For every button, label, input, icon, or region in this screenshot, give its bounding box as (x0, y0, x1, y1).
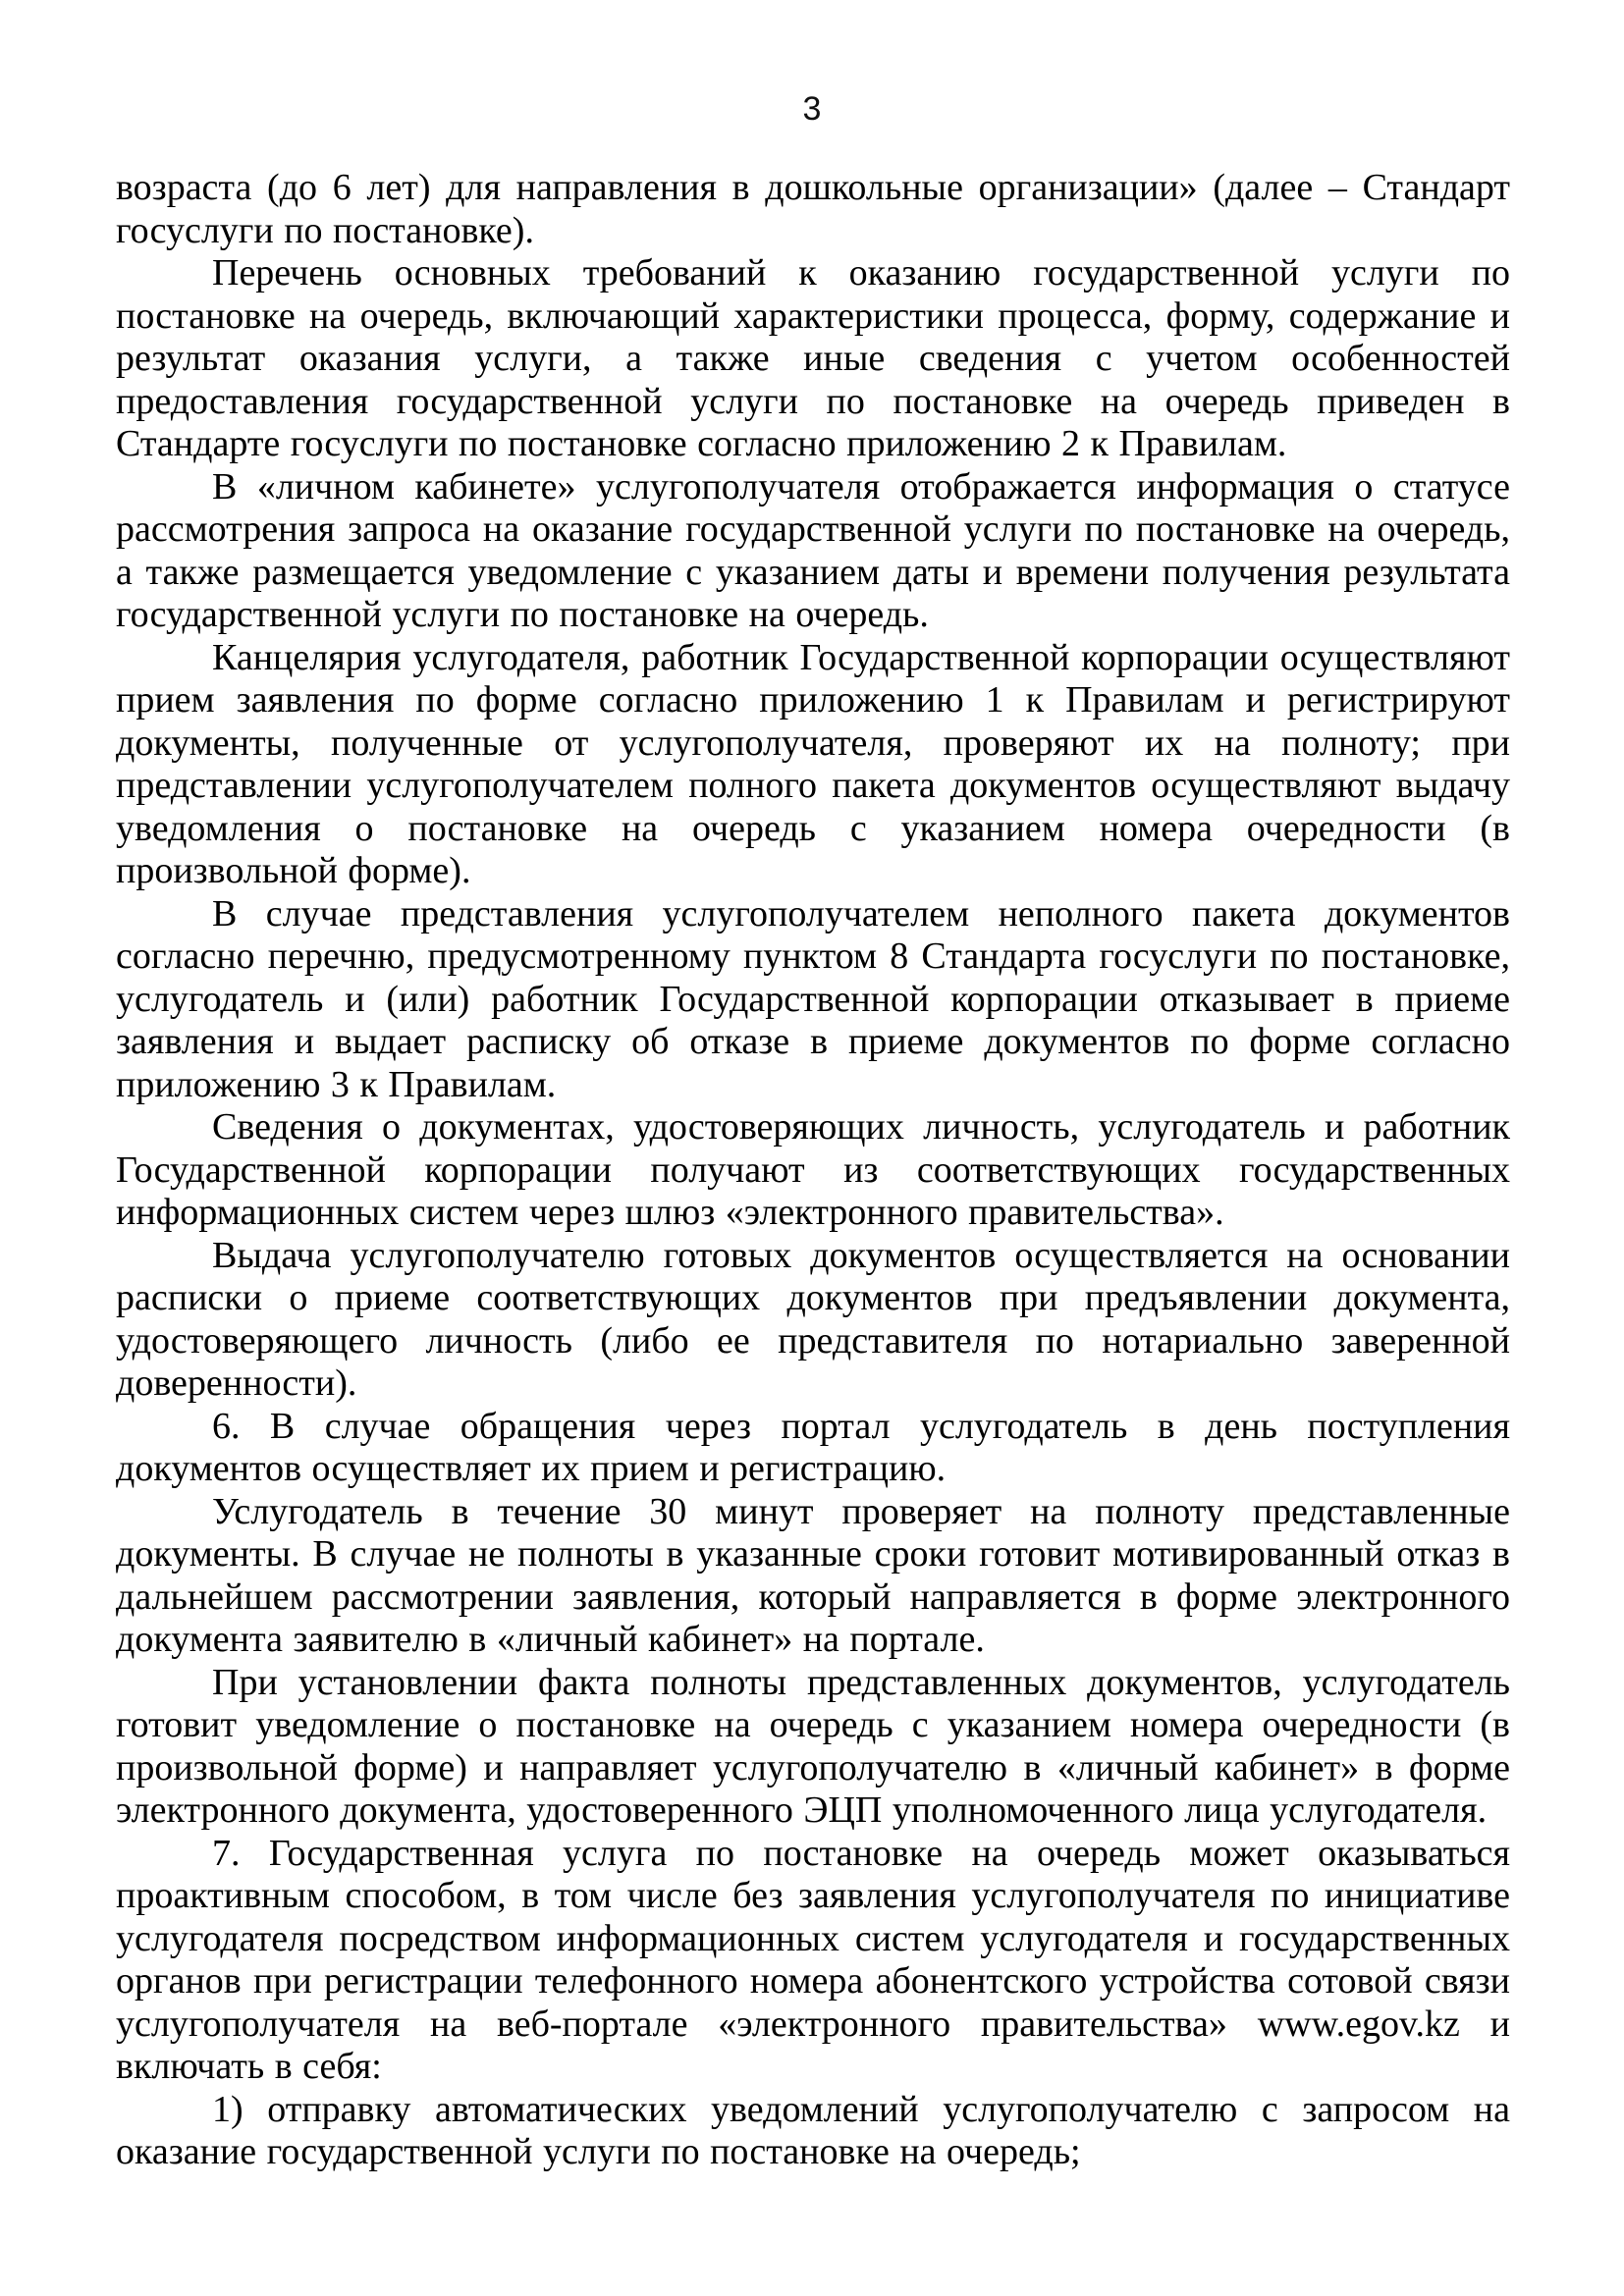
paragraph-30-minutes-check: Услугодатель в течение 30 минут проверяет на полноту представленные документы. В случае не полноты в указанные сроки готовит мотивированный отказ в дальнейшем рассмотрении заявления, который направляется в форме электронного документа заявителю в «личный кабинет» на портале. (116, 1490, 1510, 1660)
paragraph-subpoint-1-auto-notifications: 1) отправку автоматических уведомлений услугополучателю с запросом на оказание государственной услуги по постановке на очередь; (116, 2088, 1510, 2172)
paragraph-incomplete-package-refusal: В случае представления услугополучателем неполного пакета документов согласно перечню, предусмотренному пунктом 8 Стандарта госуслуги по постановке, услугодатель и (или) работник Государственной корпорации отказывает в приеме заявления и выдает расписку об отказе в приеме документов по форме согласно приложению 3 к Правилам. (116, 892, 1510, 1105)
paragraph-requirements-list: Перечень основных требований к оказанию государственной услуги по постановке на очередь, включающий характеристики процесса, форму, содержание и результат оказания услуги, а также иные сведения с учетом особенностей предоставления государственной услуги по постановке на очередь приведен в Стандарте госуслуги по постановке согласно приложению 2 к Правилам. (116, 252, 1510, 464)
paragraph-point-7-proactive-service: 7. Государственная услуга по постановке на очередь может оказываться проактивным способом, в том числе без заявления услугополучателя по инициативе услугодателя посредством информационных систем услугодателя и государственных органов при регистрации телефонного номера абонентского устройства сотовой связи услугополучателя на веб-портале «электронного правительства» www.egov.kz и включать в себя: (116, 1832, 1510, 2087)
paragraph-continuation: возраста (до 6 лет) для направления в дошкольные организации» (далее – Стандарт госуслуги по постановке). (116, 167, 1510, 251)
page-number: 3 (802, 90, 822, 128)
paragraph-chancellery-reception: Канцелярия услугодателя, работник Государственной корпорации осуществляют прием заявления по форме согласно приложению 1 к Правилам и регистрируют документы, полученные от услугополучателя, проверяют их на полноту; при представлении услугополучателем полного пакета документов осуществляют выдачу уведомления о постановке на очередь с указанием номера очередности (в произвольной форме). (116, 636, 1510, 891)
document-body-text (116, 167, 1510, 2174)
paragraph-identity-documents-gateway: Сведения о документах, удостоверяющих личность, услугодатель и работник Государственной корпорации получают из соответствующих государственных информационных систем через шлюз «электронного правительства». (116, 1106, 1510, 1233)
paragraph-point-6-portal-registration: 6. В случае обращения через портал услугодатель в день поступления документов осуществляет их прием и регистрацию. (116, 1405, 1510, 1489)
paragraph-issuance-of-ready-documents: Выдача услугополучателю готовых документов осуществляется на основании расписки о приеме соответствующих документов при предъявлении документа, удостоверяющего личность (либо ее представителя по нотариально заверенной доверенности). (116, 1234, 1510, 1404)
paragraph-personal-cabinet-status: В «личном кабинете» услугополучателя отображается информация о статусе рассмотрения запроса на оказание государственной услуги по постановке на очередь, а также размещается уведомление с указанием даты и времени получения результата государственной услуги по постановке на очередь. (116, 465, 1510, 635)
paragraph-completeness-notification: При установлении факта полноты представленных документов, услугодатель готовит уведомление о постановке на очередь с указанием номера очередности (в произвольной форме) и направляет услугополучателю в «личный кабинет» в форме электронного документа, удостоверенного ЭЦП уполномоченного лица услугодателя. (116, 1661, 1510, 1831)
